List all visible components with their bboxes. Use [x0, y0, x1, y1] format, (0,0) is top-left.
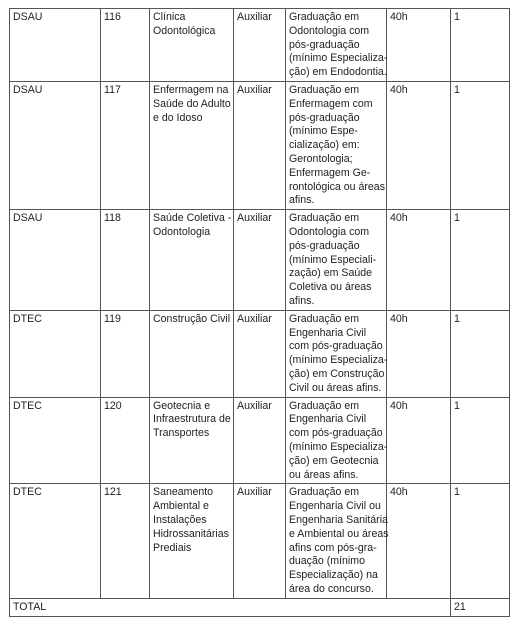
requirement-cell [286, 9, 387, 82]
requirement-cell-line: área do concurso. [289, 582, 374, 595]
requirement-cell-line: pós-graduação [289, 239, 360, 252]
table-row [10, 210, 510, 311]
requirement-cell-line: Engenharia Civil [289, 326, 367, 339]
area-cell [150, 82, 234, 210]
area-cell-line: Odontologia [153, 225, 211, 238]
area-cell [150, 310, 234, 397]
requirement-cell-line: Odontologia com [289, 24, 370, 37]
table-row [10, 310, 510, 397]
area-cell-line: Hidrossanitárias [153, 527, 229, 540]
area-cell-line: Saúde do Adulto [153, 97, 231, 110]
hours-cell: 40h [387, 484, 451, 598]
requirement-cell-line: ção) em Endodontia. [289, 66, 387, 79]
requirement-cell-line: Odontologia com [289, 225, 370, 238]
requirement-cell-line: (mínimo Especializa- [289, 440, 388, 453]
vacancies-cell: 1 [451, 210, 510, 311]
requirement-cell-line: Coletiva ou áreas [289, 281, 372, 294]
vacancies-cell: 1 [451, 310, 510, 397]
code-cell: 116 [101, 9, 150, 82]
requirement-cell [286, 210, 387, 311]
requirement-cell-line: Graduação em [289, 11, 360, 23]
unit-cell: DTEC [10, 310, 101, 397]
area-cell-line: e do Idoso [153, 111, 203, 124]
unit-cell: DSAU [10, 9, 101, 82]
requirement-cell-line: pós-graduação [289, 38, 360, 51]
requirement-cell [286, 397, 387, 484]
area-cell [150, 484, 234, 598]
hours-cell: 40h [387, 210, 451, 311]
unit-cell: DSAU [10, 82, 101, 210]
requirement-cell-line: Gerontologia; [289, 152, 353, 165]
requirement-cell-line: (mínimo Especializa- [289, 354, 388, 367]
area-cell [150, 9, 234, 82]
requirement-cell-line: duação (mínimo [289, 555, 365, 568]
requirement-cell-line: Graduação em [289, 84, 360, 96]
table-row [10, 484, 510, 598]
area-cell-line: Construção Civil [153, 312, 231, 325]
area-cell-line: Prediais [153, 541, 192, 554]
requirement-cell-line: (mínimo Espe- [289, 125, 358, 138]
code-cell: 117 [101, 82, 150, 210]
area-cell-line: Instalações [153, 513, 207, 526]
hours-cell: 40h [387, 310, 451, 397]
vacancies-cell: 1 [451, 484, 510, 598]
requirement-cell-line: Graduação em [289, 212, 360, 225]
level-cell: Auxiliar [234, 484, 286, 598]
unit-cell: DSAU [10, 210, 101, 311]
requirement-cell-line: afins. [289, 194, 315, 207]
total-label: TOTAL [10, 598, 451, 616]
level-cell: Auxiliar [234, 82, 286, 210]
area-cell-line: Ambiental e [153, 500, 209, 513]
unit-cell: DTEC [10, 397, 101, 484]
area-cell-line: Infraestrutura de [153, 413, 231, 426]
requirement-cell [286, 484, 387, 598]
requirement-cell-line: e Ambiental ou áreas [289, 527, 389, 540]
area-cell-line: Saneamento [153, 486, 214, 499]
requirement-cell-line: afins com pós-gra- [289, 541, 377, 554]
area-cell-line: Enfermagem na [153, 84, 229, 96]
requirement-cell-line: Civil ou áreas afins. [289, 381, 382, 394]
requirement-cell-line: Graduação em [289, 312, 360, 325]
area-cell-line: Geotecnia e [153, 399, 211, 412]
requirement-cell-line: Engenharia Civil [289, 413, 367, 426]
hours-cell: 40h [387, 82, 451, 210]
area-cell-line: Odontológica [153, 24, 216, 37]
table-row [10, 9, 510, 82]
area-cell-line: Clínica [153, 11, 186, 23]
requirement-cell-line: Graduação em [289, 486, 360, 499]
vacancies-cell: 1 [451, 9, 510, 82]
requirement-cell-line: Enfermagem Ge- [289, 166, 371, 179]
requirement-cell [286, 310, 387, 397]
requirement-cell [286, 82, 387, 210]
requirement-cell-line: Engenharia Sanitária [289, 513, 388, 526]
requirement-cell-line: Enfermagem com [289, 97, 373, 110]
requirement-cell-line: ou áreas afins. [289, 468, 359, 481]
table-body [10, 9, 510, 617]
level-cell: Auxiliar [234, 210, 286, 311]
requirement-cell-line: (mínimo Especializa- [289, 52, 388, 65]
requirement-cell-line: com pós-graduação [289, 340, 383, 353]
requirement-cell-line: rontológica ou áreas [289, 180, 385, 193]
code-cell: 121 [101, 484, 150, 598]
requirement-cell-line: afins. [289, 294, 315, 307]
level-cell: Auxiliar [234, 9, 286, 82]
table-row [10, 82, 510, 210]
code-cell: 120 [101, 397, 150, 484]
hours-cell: 40h [387, 397, 451, 484]
vacancies-cell: 1 [451, 397, 510, 484]
area-cell [150, 397, 234, 484]
requirement-cell-line: (mínimo Especiali- [289, 253, 377, 266]
requirement-cell-line: ção) em Construção [289, 367, 385, 380]
requirement-cell-line: cialização) em: [289, 139, 360, 152]
total-value: 21 [451, 598, 510, 616]
code-cell: 118 [101, 210, 150, 311]
area-cell-line: Transportes [153, 427, 210, 440]
requirement-cell-line: com pós-graduação [289, 427, 383, 440]
code-cell: 119 [101, 310, 150, 397]
area-cell [150, 210, 234, 311]
total-row [10, 598, 510, 616]
level-cell: Auxiliar [234, 397, 286, 484]
table-row [10, 397, 510, 484]
requirement-cell-line: Graduação em [289, 399, 360, 412]
area-cell-line: Saúde Coletiva - [153, 212, 232, 225]
vacancies-cell: 1 [451, 82, 510, 210]
unit-cell: DTEC [10, 484, 101, 598]
requirement-cell-line: pós-graduação [289, 111, 360, 124]
hours-cell: 40h [387, 9, 451, 82]
requirement-cell-line: Especialização) na [289, 569, 378, 582]
vacancies-table [9, 8, 510, 617]
level-cell: Auxiliar [234, 310, 286, 397]
requirement-cell-line: zação) em Saúde [289, 267, 373, 280]
requirement-cell-line: ção) em Geotecnia [289, 454, 379, 467]
requirement-cell-line: Engenharia Civil ou [289, 500, 381, 513]
